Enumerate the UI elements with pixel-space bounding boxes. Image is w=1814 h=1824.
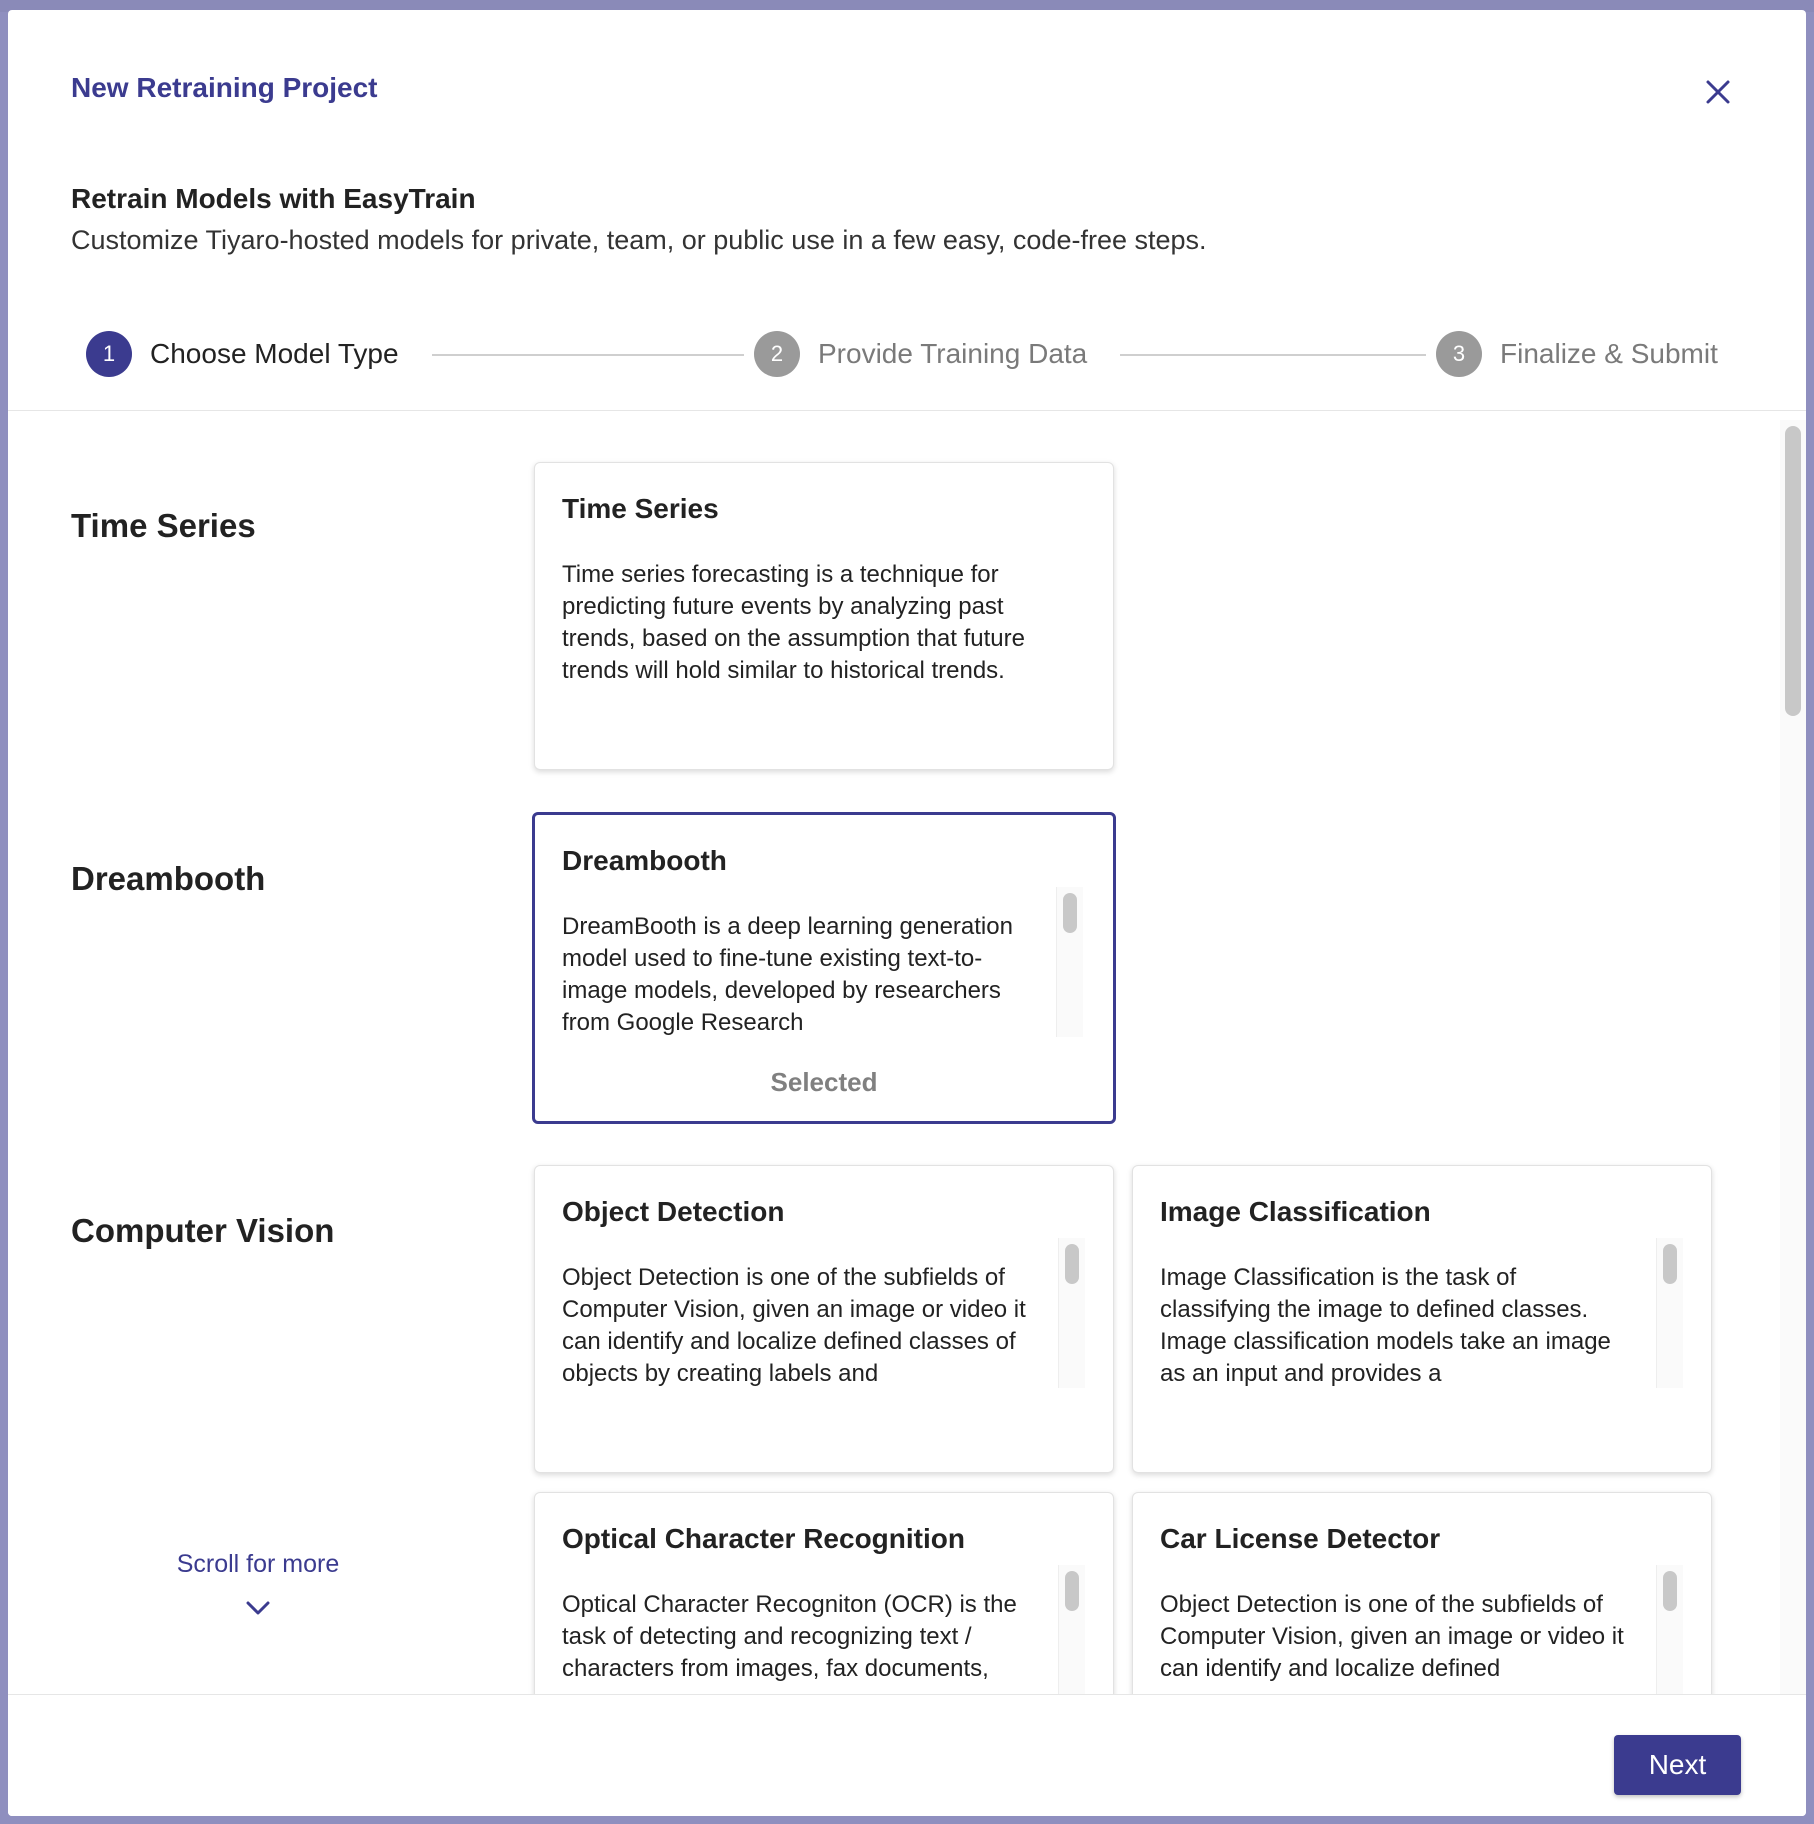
- card-title: Object Detection: [562, 1196, 785, 1227]
- section-label-dreambooth: Dreambooth: [71, 860, 266, 897]
- new-retraining-project-dialog: [8, 10, 1806, 1816]
- step-number-badge: 2: [754, 331, 800, 377]
- card-scrollbar[interactable]: [1656, 1238, 1683, 1388]
- card-description: Time series forecasting is a technique for predicting future events by analyzing past trends, based on the assumption that future trends will hold similar to historical trends.: [562, 561, 1025, 684]
- step-number-badge: 1: [86, 331, 132, 377]
- card-description: Object Detection is one of the subfields of Computer Vision, given an image or video it can identify and localize defined classes of objects by creating labels and: [562, 1264, 1026, 1387]
- section-label-time-series: Time Series: [71, 507, 256, 544]
- content-scrollbar-thumb[interactable]: [1785, 426, 1801, 716]
- stepper: [8, 330, 1806, 390]
- card-scrollbar[interactable]: [1056, 887, 1083, 1037]
- content-scrollbar[interactable]: [1780, 420, 1806, 1694]
- scroll-for-more-hint[interactable]: Scroll for more: [176, 1550, 340, 1578]
- step-finalize-submit[interactable]: [1436, 330, 1718, 378]
- section-label-computer-vision: Computer Vision: [71, 1212, 335, 1249]
- card-scrollbar[interactable]: [1058, 1565, 1085, 1694]
- model-type-list[interactable]: [8, 411, 1778, 1694]
- card-image-classification[interactable]: [1132, 1165, 1712, 1473]
- card-scrollbar-thumb[interactable]: [1663, 1571, 1677, 1611]
- card-description: DreamBooth is a deep learning generation model used to fine-tune existing text-to-image models, developed by researchers from Google Research: [562, 913, 1013, 1036]
- card-time-series[interactable]: [534, 462, 1114, 770]
- card-object-detection[interactable]: [534, 1165, 1114, 1473]
- card-scrollbar-thumb[interactable]: [1063, 893, 1077, 933]
- card-dreambooth[interactable]: [532, 812, 1116, 1124]
- card-scrollbar-thumb[interactable]: [1663, 1244, 1677, 1284]
- scroll-more-button[interactable]: [243, 1598, 273, 1618]
- selected-status: Selected: [770, 1067, 878, 1097]
- intro-text: Customize Tiyaro-hosted models for private, team, or public use in a few easy, code-free steps.: [71, 225, 1207, 255]
- dialog-title: New Retraining Project: [71, 72, 378, 103]
- step-connector: [432, 354, 744, 356]
- step-label: Choose Model Type: [150, 338, 399, 369]
- card-car-license-detector[interactable]: [1132, 1492, 1712, 1694]
- intro-title: Retrain Models with EasyTrain: [71, 183, 476, 214]
- card-title: Optical Character Recognition: [562, 1523, 965, 1554]
- card-title: Time Series: [562, 493, 719, 524]
- close-button[interactable]: [1698, 72, 1738, 112]
- card-scrollbar-thumb[interactable]: [1065, 1571, 1079, 1611]
- close-icon: [1698, 72, 1738, 112]
- chevron-down-icon: [243, 1598, 273, 1618]
- step-label: Finalize & Submit: [1500, 338, 1718, 369]
- next-button[interactable]: Next: [1614, 1735, 1741, 1795]
- card-title: Image Classification: [1160, 1196, 1431, 1227]
- step-number-badge: 3: [1436, 331, 1482, 377]
- card-title: Dreambooth: [562, 845, 727, 876]
- step-provide-training-data[interactable]: [754, 330, 1087, 378]
- card-scrollbar-thumb[interactable]: [1065, 1244, 1079, 1284]
- card-scrollbar[interactable]: [1058, 1238, 1085, 1388]
- card-title: Car License Detector: [1160, 1523, 1441, 1554]
- card-optical-character-recognition[interactable]: [534, 1492, 1114, 1694]
- card-description: Object Detection is one of the subfields of Computer Vision, given an image or video it can identify and localize defined: [1160, 1591, 1624, 1682]
- card-description: Image Classification is the task of classifying the image to defined classes. Image classification models take an image as an input and provides a: [1160, 1264, 1611, 1387]
- card-scrollbar[interactable]: [1656, 1565, 1683, 1694]
- step-choose-model-type[interactable]: [86, 330, 399, 378]
- step-label: Provide Training Data: [818, 338, 1088, 369]
- dialog-footer: [8, 1694, 1806, 1816]
- step-connector: [1120, 354, 1426, 356]
- card-description: Optical Character Recogniton (OCR) is the task of detecting and recognizing text / characters from images, fax documents,: [562, 1591, 1017, 1682]
